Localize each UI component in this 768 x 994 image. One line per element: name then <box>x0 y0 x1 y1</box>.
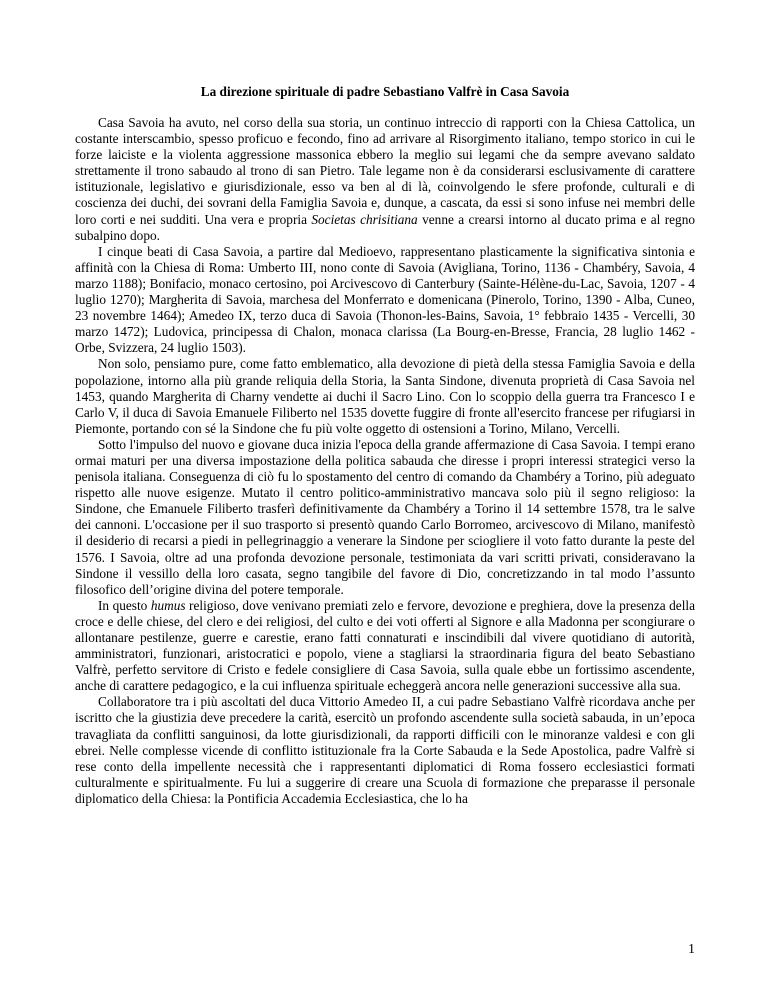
paragraph <box>75 356 695 436</box>
paragraph-text: religioso, dove venivano premiati zelo e fervore, devozione e preghiera, dove la presenza della croce e delle chiese, del clero e dei religiosi, del culto e dei voti offerti al Signore e alla Madonna per scongiurare o allontanare pestilenze, guerre e carestie, erano fatti connaturati e inscindibili dal vivere quotidiano di autorità, amministratori, funzionari, aristocratici e popolo, viene a stagliarsi la straordinaria figura del beato Sebastiano Valfrè, perfetto servitore di Cristo e fedele consigliere di Casa Savoia, sulla quale ebbe un fortissimo ascendente, anche di carattere pedagogico, e la cui influenza spirituale echeggerà ancora nelle generazioni successive alla sua. <box>75 597 695 694</box>
paragraph-text: Non solo, pensiamo pure, come fatto emblematico, alla devozione di pietà della stessa Famiglia Savoia e della popolazione, intorno alla più grande reliquia della Storia, la Santa Sindone, divenuta proprietà di Casa Savoia nel 1453, quando Margherita di Charny vendette ai duchi il Sacro Lino. Con lo scoppio della guerra tra Francesco I e Carlo V, il duca di Savoia Emanuele Filiberto nel 1535 dovette fuggire di fronte all'esercito francese per rifugiarsi in Piemonte, portando con sé la Sindone che fu più volte oggetto di ostensioni a Torino, Milano, Vercelli. <box>75 356 695 436</box>
paragraph-text: In questo <box>98 597 151 613</box>
paragraph-text: venne a crearsi intorno al ducato prima e al regno subalpino dopo. <box>75 211 696 243</box>
paragraph <box>75 598 695 695</box>
paragraph-text: I cinque beati di Casa Savoia, a partire dal Medioevo, rappresentano plasticamente la significativa sintonia e affinità con la Chiesa di Roma: Umberto III, nono conte di Savoia (Avigliana, Torino, 1136 - Chambéry, Savoia, 4 marzo 1188); Bonifacio, monaco certosino, poi Arcivescovo di Canterbury (Sainte-Hélène-du-Lac, Savoia, 1207 - 4 luglio 1270); Margherita di Savoia, marchesa del Monferrato e domenicana (Pinerolo, Torino, 1390 - Alba, Cuneo, 23 novembre 1464); Amedeo IX, terzo duca di Savoia (Thonon-les-Bains, Savoia, 1° febbraio 1435 - Vercelli, 30 marzo 1472); Ludovica, principessa di Chalon, monaca clarissa (La Bourg-en-Bresse, Francia, 28 luglio 1462 - Orbe, Svizzera, 24 luglio 1503). <box>75 243 695 356</box>
page-number: 1 <box>688 942 695 957</box>
italic-text: Societas chrisitiana <box>311 211 418 227</box>
paragraph <box>75 437 695 598</box>
italic-text: humus <box>150 597 186 613</box>
paragraph-text: Collaboratore tra i più ascoltati del duca Vittorio Amedeo II, a cui padre Sebastiano Valfrè ricordava anche per iscritto che la giustizia deve precedere la carità, esercitò un profondo ascendente sulla società sabauda, in un’epoca travagliata da conflitti sanguinosi, da lotte giurisdizionali, da rapporti difficili con le minoranze valdesi e con gli ebrei. Nelle complesse vicende di conflitto istituzionale fra la Corte Sabauda e la Sede Apostolica, padre Valfrè si rese conto della impellente necessità che i rappresentanti diplomatici di Roma fossero ecclesiastici formati culturalmente e spiritualmente. Fu lui a suggerire di creare una Scuola di formazione che preparasse il personale diplomatico della Chiesa: la Pontificia Accademia Ecclesiastica, che lo ha <box>75 694 695 806</box>
paragraph <box>75 244 695 357</box>
paragraph <box>75 115 695 244</box>
paragraph-text: Sotto l'impulso del nuovo e giovane duca inizia l'epoca della grande affermazione di Casa Savoia. I tempi erano ormai maturi per una diversa impostazione della politica sabauda che diresse i propri interessi strategici verso la penisola italiana. Conseguenza di ciò fu lo spostamento del centro di comando da Chambéry a Torino, più adeguato rispetto alle nuove esigenze. Mutato il centro politico-amministrativo mancava solo più il segno religioso: la Sindone, che Emanuele Filiberto trasferì definitivamente da Chambéry a Torino il 14 settembre 1578, tra le salve dei cannoni. L'occasione per il suo trasporto si presentò quando Carlo Borromeo, arcivescovo di Milano, manifestò il desiderio di recarsi a piedi in pellegrinaggio a venerare la Sindone per sciogliere il voto fatto durante la peste del 1576. I Savoia, oltre ad una profonda devozione personale, testimoniata da vari scritti privati, consideravano la Sindone il vessillo della loro casata, segno tangibile del favore di Dio, concretizzando in tal modo l’assunto filosofico dell’origine divina del potere temporale. <box>75 436 695 597</box>
paragraph-text: Casa Savoia ha avuto, nel corso della sua storia, un continuo intreccio di rapporti con la Chiesa Cattolica, un costante interscambio, spesso proficuo e fecondo, fino ad arrivare al Risorgimento italiano, tempo storico in cui le forze laiciste e la violenta aggressione massonica ebbero la meglio sui legami che da sempre avevano saldato strettamente il trono sabaudo al trono di san Pietro. Tale legame non è da considerarsi esclusivamente di carattere istituzionale, legislativo e giurisdizionale, esso va ben al di là, coinvolgendo le sfere profonde, culturali e di coscienza dei duchi, dei sovrani della Famiglia Savoia e, dunque, a cascata, da essi si sono infuse nei membri delle loro corti e nei sudditi. Una vera e propria <box>75 115 695 227</box>
paragraph <box>75 694 695 807</box>
document-body <box>75 115 695 807</box>
document-title: La direzione spirituale di padre Sebastiano Valfrè in Casa Savoia <box>200 84 570 99</box>
